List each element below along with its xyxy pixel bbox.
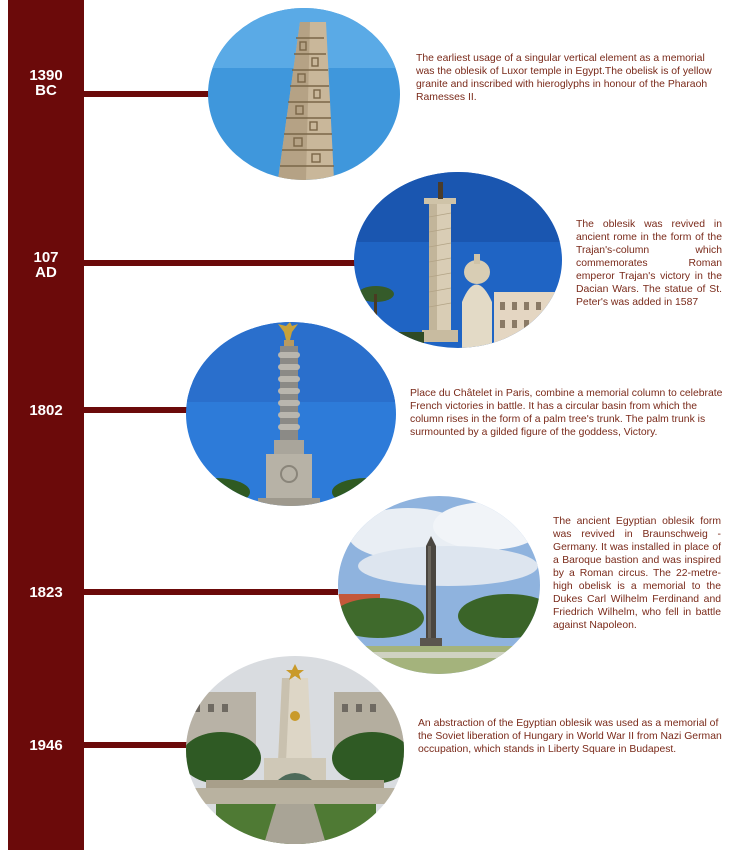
braunschweig-obelisk-image — [338, 496, 540, 674]
soviet-memorial-budapest-image — [186, 656, 404, 844]
entry-description: The earliest usage of a singular vertical element as a memorial was the oblesik of Luxor temple in Egypt.The obelisk is of yellow granite and inscribed with hieroglyphs in honour of the Pharaoh Ramesses II. — [416, 53, 712, 103]
timeline-year-107ad — [8, 250, 84, 280]
timeline-year-1946 — [8, 738, 84, 753]
entry-description: An abstraction of the Egyptian oblesik was used as a memorial of the Soviet liberation of Hungary in World War II from Nazi German occupation, which stands in Liberty Square in Budapest. — [418, 718, 722, 755]
timeline-year-1390bc — [8, 68, 84, 98]
timeline-connector — [84, 589, 338, 595]
timeline-year-1823 — [8, 585, 84, 600]
year-label: 1390 — [29, 67, 63, 84]
timeline-bar — [8, 0, 84, 850]
year-era-label: AD — [35, 264, 57, 281]
timeline-connector — [84, 407, 188, 413]
year-label: 107 — [33, 249, 59, 266]
entry-description: The ancient Egyptian oblesik form was revived in Braunschweig - Germany. It was installed in place of a Baroque bastion and was inspired by a Roman circus. The 22-metre-high obelisk is a memorial to the Dukes Carl Wilhelm Ferdinand and Friedrich Wilhelm, who fell in battle against Napoleon. — [553, 516, 721, 631]
timeline-year-1802 — [8, 403, 84, 418]
obelisk-luxor-image — [208, 8, 400, 180]
place-du-chatelet-column-image — [186, 322, 396, 506]
entry-description: Place du Châtelet in Paris, combine a memorial column to celebrate French victories in battle. It has a circular basin from which the column rises in the form of a palm tree's trunk. The palm trunk is surmounted by a gilded figure of the goddess, Victory. — [410, 388, 723, 438]
timeline-connector — [84, 742, 188, 748]
timeline-connector — [84, 91, 212, 97]
entry-description: The oblesik was revived in ancient rome in the form of the Trajan's-column which commemorates Roman emperor Trajan's victory in the Dacian Wars. The statue of St. Peter's was added in 1587 — [576, 219, 722, 308]
year-label: 1946 — [29, 737, 63, 754]
year-era-label: BC — [35, 82, 57, 99]
trajans-column-image — [354, 172, 562, 348]
year-label: 1823 — [29, 584, 63, 601]
year-label: 1802 — [29, 402, 63, 419]
timeline-connector — [84, 260, 358, 266]
